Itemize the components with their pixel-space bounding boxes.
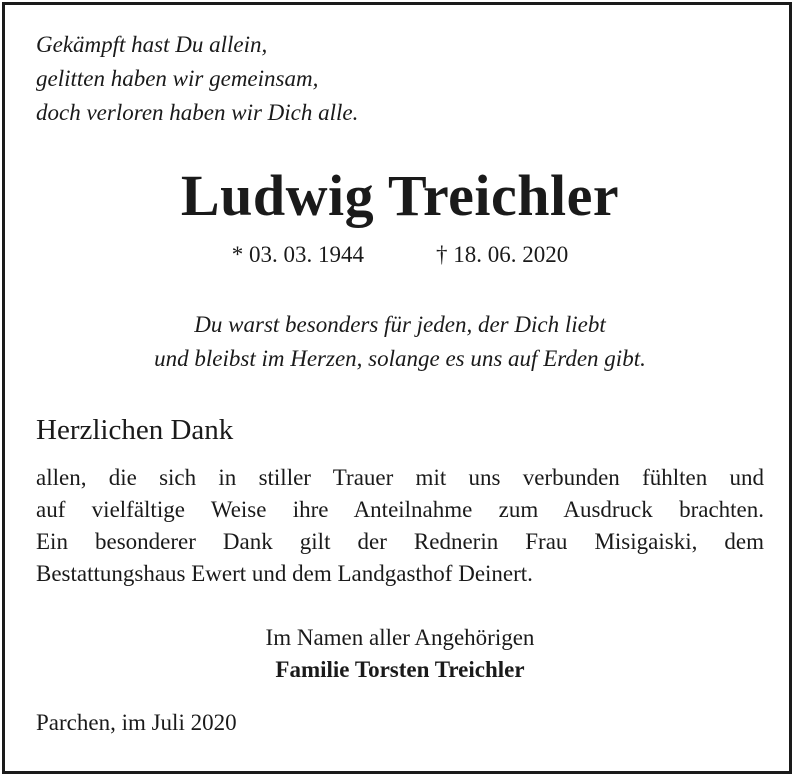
birth-date: * 03. 03. 1944 — [231, 242, 364, 267]
signoff — [36, 622, 764, 686]
deceased-name: Ludwig Treichler — [180, 163, 620, 228]
on-behalf-text: Im Namen aller Angehörigen — [265, 625, 535, 650]
place-date: Parchen, im Juli 2020 — [36, 710, 237, 735]
thanks-heading: Herzlichen Dank — [36, 414, 234, 446]
family-name: Familie Torsten Treichler — [275, 657, 525, 682]
thanks-line: Ein besonderer Dank gilt der Rednerin Frau Misigaiski, dem — [36, 529, 764, 554]
motto-line: Gekämpft hast Du allein, — [36, 32, 268, 57]
thanks-line: Bestattungshaus Ewert und dem Landgasthof Deinert. — [36, 561, 533, 586]
verse-line: und bleibst im Herzen, solange es uns auf Erden gibt. — [154, 346, 646, 371]
death-date: † 18. 06. 2020 — [436, 242, 569, 267]
motto — [36, 28, 764, 130]
motto-line: gelitten haben wir gemeinsam, — [36, 66, 319, 91]
verse-line: Du warst besonders für jeden, der Dich liebt — [194, 312, 606, 337]
verse — [36, 308, 764, 376]
thanks-line: auf vielfältige Weise ihre Anteilnahme zum Ausdruck brachten. — [36, 497, 764, 522]
obituary-notice — [36, 28, 764, 738]
thanks-line: allen, die sich in stiller Trauer mit uns verbunden fühlten und — [36, 465, 764, 490]
life-dates — [36, 240, 764, 270]
thanks-text — [36, 462, 764, 590]
motto-line: doch verloren haben wir Dich alle. — [36, 100, 359, 125]
